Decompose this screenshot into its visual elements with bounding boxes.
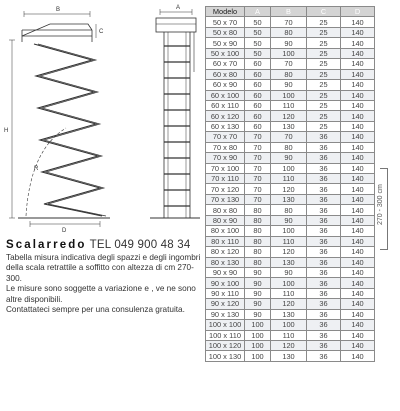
- value-cell: 36: [307, 267, 341, 277]
- dim-label-h: H: [4, 128, 9, 134]
- value-cell: 140: [341, 351, 375, 361]
- model-cell: 60 x 80: [206, 69, 245, 79]
- value-cell: 36: [307, 247, 341, 257]
- value-cell: 36: [307, 351, 341, 361]
- brand-name: Scalarredo: [6, 239, 87, 251]
- value-cell: 100: [271, 320, 307, 330]
- table-row: [206, 17, 375, 27]
- value-cell: 110: [271, 100, 307, 110]
- value-cell: 90: [271, 38, 307, 48]
- description-paragraph-3: Contattateci sempre per una consulenza gratuita.: [6, 305, 185, 315]
- value-cell: 36: [307, 226, 341, 236]
- value-cell: 100: [271, 278, 307, 288]
- table-row: [206, 351, 375, 361]
- value-cell: 36: [307, 194, 341, 204]
- value-cell: 140: [341, 226, 375, 236]
- value-cell: 110: [271, 288, 307, 298]
- value-cell: 70: [245, 194, 271, 204]
- value-cell: 60: [245, 69, 271, 79]
- value-cell: 140: [341, 174, 375, 184]
- header-b: B: [271, 7, 307, 17]
- value-cell: 70: [245, 142, 271, 152]
- table-row: [206, 267, 375, 277]
- model-cell: 50 x 80: [206, 27, 245, 37]
- brand-line: [6, 238, 204, 252]
- value-cell: 25: [307, 80, 341, 90]
- model-cell: 70 x 70: [206, 132, 245, 142]
- value-cell: 140: [341, 90, 375, 100]
- value-cell: 80: [271, 27, 307, 37]
- table-row: [206, 330, 375, 340]
- value-cell: 80: [271, 205, 307, 215]
- value-cell: 140: [341, 309, 375, 319]
- value-cell: 140: [341, 194, 375, 204]
- model-cell: 100 x 120: [206, 341, 245, 351]
- value-cell: 25: [307, 38, 341, 48]
- table-header-row: [206, 7, 375, 17]
- value-cell: 90: [245, 278, 271, 288]
- model-cell: 100 x 110: [206, 330, 245, 340]
- value-cell: 140: [341, 278, 375, 288]
- value-cell: 120: [271, 299, 307, 309]
- model-cell: 90 x 130: [206, 309, 245, 319]
- table-row: [206, 80, 375, 90]
- value-cell: 90: [271, 80, 307, 90]
- value-cell: 25: [307, 111, 341, 121]
- table-row: [206, 205, 375, 215]
- value-cell: 120: [271, 184, 307, 194]
- value-cell: 140: [341, 257, 375, 267]
- value-cell: 25: [307, 48, 341, 58]
- value-cell: 140: [341, 341, 375, 351]
- value-cell: 36: [307, 278, 341, 288]
- value-cell: 60: [245, 90, 271, 100]
- value-cell: 80: [245, 205, 271, 215]
- table-row: [206, 288, 375, 298]
- value-cell: 36: [307, 257, 341, 267]
- value-cell: 140: [341, 205, 375, 215]
- dim-label-c: C: [99, 29, 104, 35]
- table-row: [206, 299, 375, 309]
- model-cell: 60 x 90: [206, 80, 245, 90]
- dimensions-table: [205, 6, 375, 362]
- value-cell: 70: [271, 17, 307, 27]
- table-row: [206, 111, 375, 121]
- value-cell: 70: [245, 132, 271, 142]
- value-cell: 110: [271, 236, 307, 246]
- side-view-drawing: [9, 11, 110, 227]
- front-view-drawing: [150, 9, 200, 218]
- value-cell: 100: [245, 330, 271, 340]
- value-cell: 140: [341, 163, 375, 173]
- value-cell: 110: [271, 174, 307, 184]
- value-cell: 25: [307, 59, 341, 69]
- value-cell: 140: [341, 100, 375, 110]
- value-cell: 36: [307, 132, 341, 142]
- value-cell: 100: [271, 48, 307, 58]
- value-cell: 90: [245, 288, 271, 298]
- value-cell: 36: [307, 142, 341, 152]
- value-cell: 90: [271, 267, 307, 277]
- table-row: [206, 69, 375, 79]
- value-cell: 36: [307, 320, 341, 330]
- model-cell: 70 x 100: [206, 163, 245, 173]
- table-row: [206, 320, 375, 330]
- description-paragraph-1: Tabella misura indicativa degli spazzi e degli ingombri della scala retrattile a soffitto con altezza di cm 270-300.: [6, 253, 201, 283]
- model-cell: 90 x 120: [206, 299, 245, 309]
- header-modelo: Modelo: [206, 7, 245, 17]
- value-cell: 60: [245, 121, 271, 131]
- value-cell: 140: [341, 121, 375, 131]
- value-cell: 140: [341, 288, 375, 298]
- table-row: [206, 184, 375, 194]
- value-cell: 50: [245, 27, 271, 37]
- model-cell: 70 x 130: [206, 194, 245, 204]
- model-cell: 60 x 100: [206, 90, 245, 100]
- value-cell: 36: [307, 299, 341, 309]
- value-cell: 140: [341, 236, 375, 246]
- value-cell: 60: [245, 59, 271, 69]
- value-cell: 36: [307, 163, 341, 173]
- value-cell: 70: [271, 132, 307, 142]
- value-cell: 70: [245, 153, 271, 163]
- value-cell: 140: [341, 320, 375, 330]
- header-c: C: [307, 7, 341, 17]
- model-cell: 80 x 90: [206, 215, 245, 225]
- value-cell: 90: [245, 309, 271, 319]
- value-cell: 100: [271, 163, 307, 173]
- model-cell: 70 x 120: [206, 184, 245, 194]
- table-row: [206, 163, 375, 173]
- model-cell: 50 x 100: [206, 48, 245, 58]
- table-row: [206, 236, 375, 246]
- model-cell: 60 x 120: [206, 111, 245, 121]
- table-row: [206, 174, 375, 184]
- value-cell: 25: [307, 90, 341, 100]
- value-cell: 70: [245, 174, 271, 184]
- ladder-drawings: [0, 0, 205, 232]
- value-cell: 36: [307, 184, 341, 194]
- value-cell: 130: [271, 121, 307, 131]
- value-cell: 110: [271, 330, 307, 340]
- model-cell: 90 x 100: [206, 278, 245, 288]
- value-cell: 70: [245, 163, 271, 173]
- model-cell: 80 x 130: [206, 257, 245, 267]
- value-cell: 90: [245, 267, 271, 277]
- dim-label-d: D: [62, 228, 67, 232]
- value-cell: 140: [341, 330, 375, 340]
- value-cell: 120: [271, 341, 307, 351]
- value-cell: 36: [307, 215, 341, 225]
- table-row: [206, 194, 375, 204]
- header-a: A: [245, 7, 271, 17]
- value-cell: 36: [307, 236, 341, 246]
- value-cell: 36: [307, 341, 341, 351]
- value-cell: 130: [271, 351, 307, 361]
- model-cell: 60 x 110: [206, 100, 245, 110]
- model-cell: 60 x 130: [206, 121, 245, 131]
- value-cell: 140: [341, 59, 375, 69]
- table-row: [206, 309, 375, 319]
- table-body: [206, 17, 375, 361]
- model-cell: 70 x 110: [206, 174, 245, 184]
- table-row: [206, 215, 375, 225]
- value-cell: 130: [271, 194, 307, 204]
- table-row: [206, 247, 375, 257]
- model-cell: 80 x 110: [206, 236, 245, 246]
- table-row: [206, 153, 375, 163]
- value-cell: 140: [341, 69, 375, 79]
- table-row: [206, 226, 375, 236]
- dim-label-b: B: [56, 7, 61, 13]
- model-cell: 60 x 70: [206, 59, 245, 69]
- value-cell: 140: [341, 184, 375, 194]
- model-cell: 80 x 80: [206, 205, 245, 215]
- value-cell: 60: [245, 111, 271, 121]
- value-cell: 100: [271, 226, 307, 236]
- description-paragraph-2: Le misure sono soggette a variazione e , ve ne sono altre disponibili.: [6, 284, 196, 304]
- value-cell: 100: [245, 341, 271, 351]
- value-cell: 70: [271, 59, 307, 69]
- value-cell: 80: [245, 215, 271, 225]
- value-cell: 140: [341, 299, 375, 309]
- model-cell: 90 x 110: [206, 288, 245, 298]
- table-row: [206, 278, 375, 288]
- value-cell: 36: [307, 205, 341, 215]
- dim-label-arc: R: [34, 166, 39, 172]
- value-cell: 140: [341, 267, 375, 277]
- value-cell: 50: [245, 17, 271, 27]
- table-row: [206, 38, 375, 48]
- table-row: [206, 132, 375, 142]
- value-cell: 25: [307, 100, 341, 110]
- value-cell: 140: [341, 111, 375, 121]
- dim-label-a: A: [176, 5, 181, 11]
- value-cell: 80: [245, 247, 271, 257]
- table-row: [206, 121, 375, 131]
- value-cell: 60: [245, 100, 271, 110]
- value-cell: 60: [245, 80, 271, 90]
- model-cell: 50 x 90: [206, 38, 245, 48]
- value-cell: 140: [341, 80, 375, 90]
- value-cell: 130: [271, 257, 307, 267]
- value-cell: 140: [341, 27, 375, 37]
- model-cell: 70 x 80: [206, 142, 245, 152]
- value-cell: 36: [307, 153, 341, 163]
- value-cell: 100: [245, 351, 271, 361]
- value-cell: 100: [271, 90, 307, 100]
- table-row: [206, 142, 375, 152]
- value-cell: 140: [341, 38, 375, 48]
- phone-number: TEL 049 900 48 34: [89, 239, 191, 251]
- value-cell: 100: [245, 320, 271, 330]
- value-cell: 140: [341, 17, 375, 27]
- value-cell: 90: [271, 215, 307, 225]
- table-row: [206, 90, 375, 100]
- value-cell: 25: [307, 121, 341, 131]
- value-cell: 120: [271, 111, 307, 121]
- value-cell: 140: [341, 142, 375, 152]
- header-d: D: [341, 7, 375, 17]
- value-cell: 70: [245, 184, 271, 194]
- value-cell: 36: [307, 309, 341, 319]
- model-cell: 80 x 120: [206, 247, 245, 257]
- table-row: [206, 48, 375, 58]
- value-cell: 140: [341, 247, 375, 257]
- value-cell: 36: [307, 174, 341, 184]
- model-cell: 100 x 100: [206, 320, 245, 330]
- value-cell: 140: [341, 153, 375, 163]
- value-cell: 80: [245, 257, 271, 267]
- table-row: [206, 100, 375, 110]
- value-cell: 25: [307, 27, 341, 37]
- value-cell: 50: [245, 48, 271, 58]
- value-cell: 90: [271, 153, 307, 163]
- value-cell: 36: [307, 330, 341, 340]
- value-cell: 80: [271, 142, 307, 152]
- value-cell: 140: [341, 48, 375, 58]
- value-cell: 25: [307, 17, 341, 27]
- model-cell: 70 x 90: [206, 153, 245, 163]
- value-cell: 140: [341, 132, 375, 142]
- table-row: [206, 341, 375, 351]
- value-cell: 140: [341, 215, 375, 225]
- value-cell: 120: [271, 247, 307, 257]
- value-cell: 80: [245, 226, 271, 236]
- value-cell: 130: [271, 309, 307, 319]
- table-row: [206, 27, 375, 37]
- model-cell: 100 x 130: [206, 351, 245, 361]
- value-cell: 80: [271, 69, 307, 79]
- model-cell: 50 x 70: [206, 17, 245, 27]
- value-cell: 25: [307, 69, 341, 79]
- value-cell: 50: [245, 38, 271, 48]
- value-cell: 36: [307, 288, 341, 298]
- value-cell: 90: [245, 299, 271, 309]
- table-row: [206, 257, 375, 267]
- value-cell: 80: [245, 236, 271, 246]
- model-cell: 80 x 100: [206, 226, 245, 236]
- model-cell: 90 x 90: [206, 267, 245, 277]
- product-description: [6, 238, 204, 315]
- table-row: [206, 59, 375, 69]
